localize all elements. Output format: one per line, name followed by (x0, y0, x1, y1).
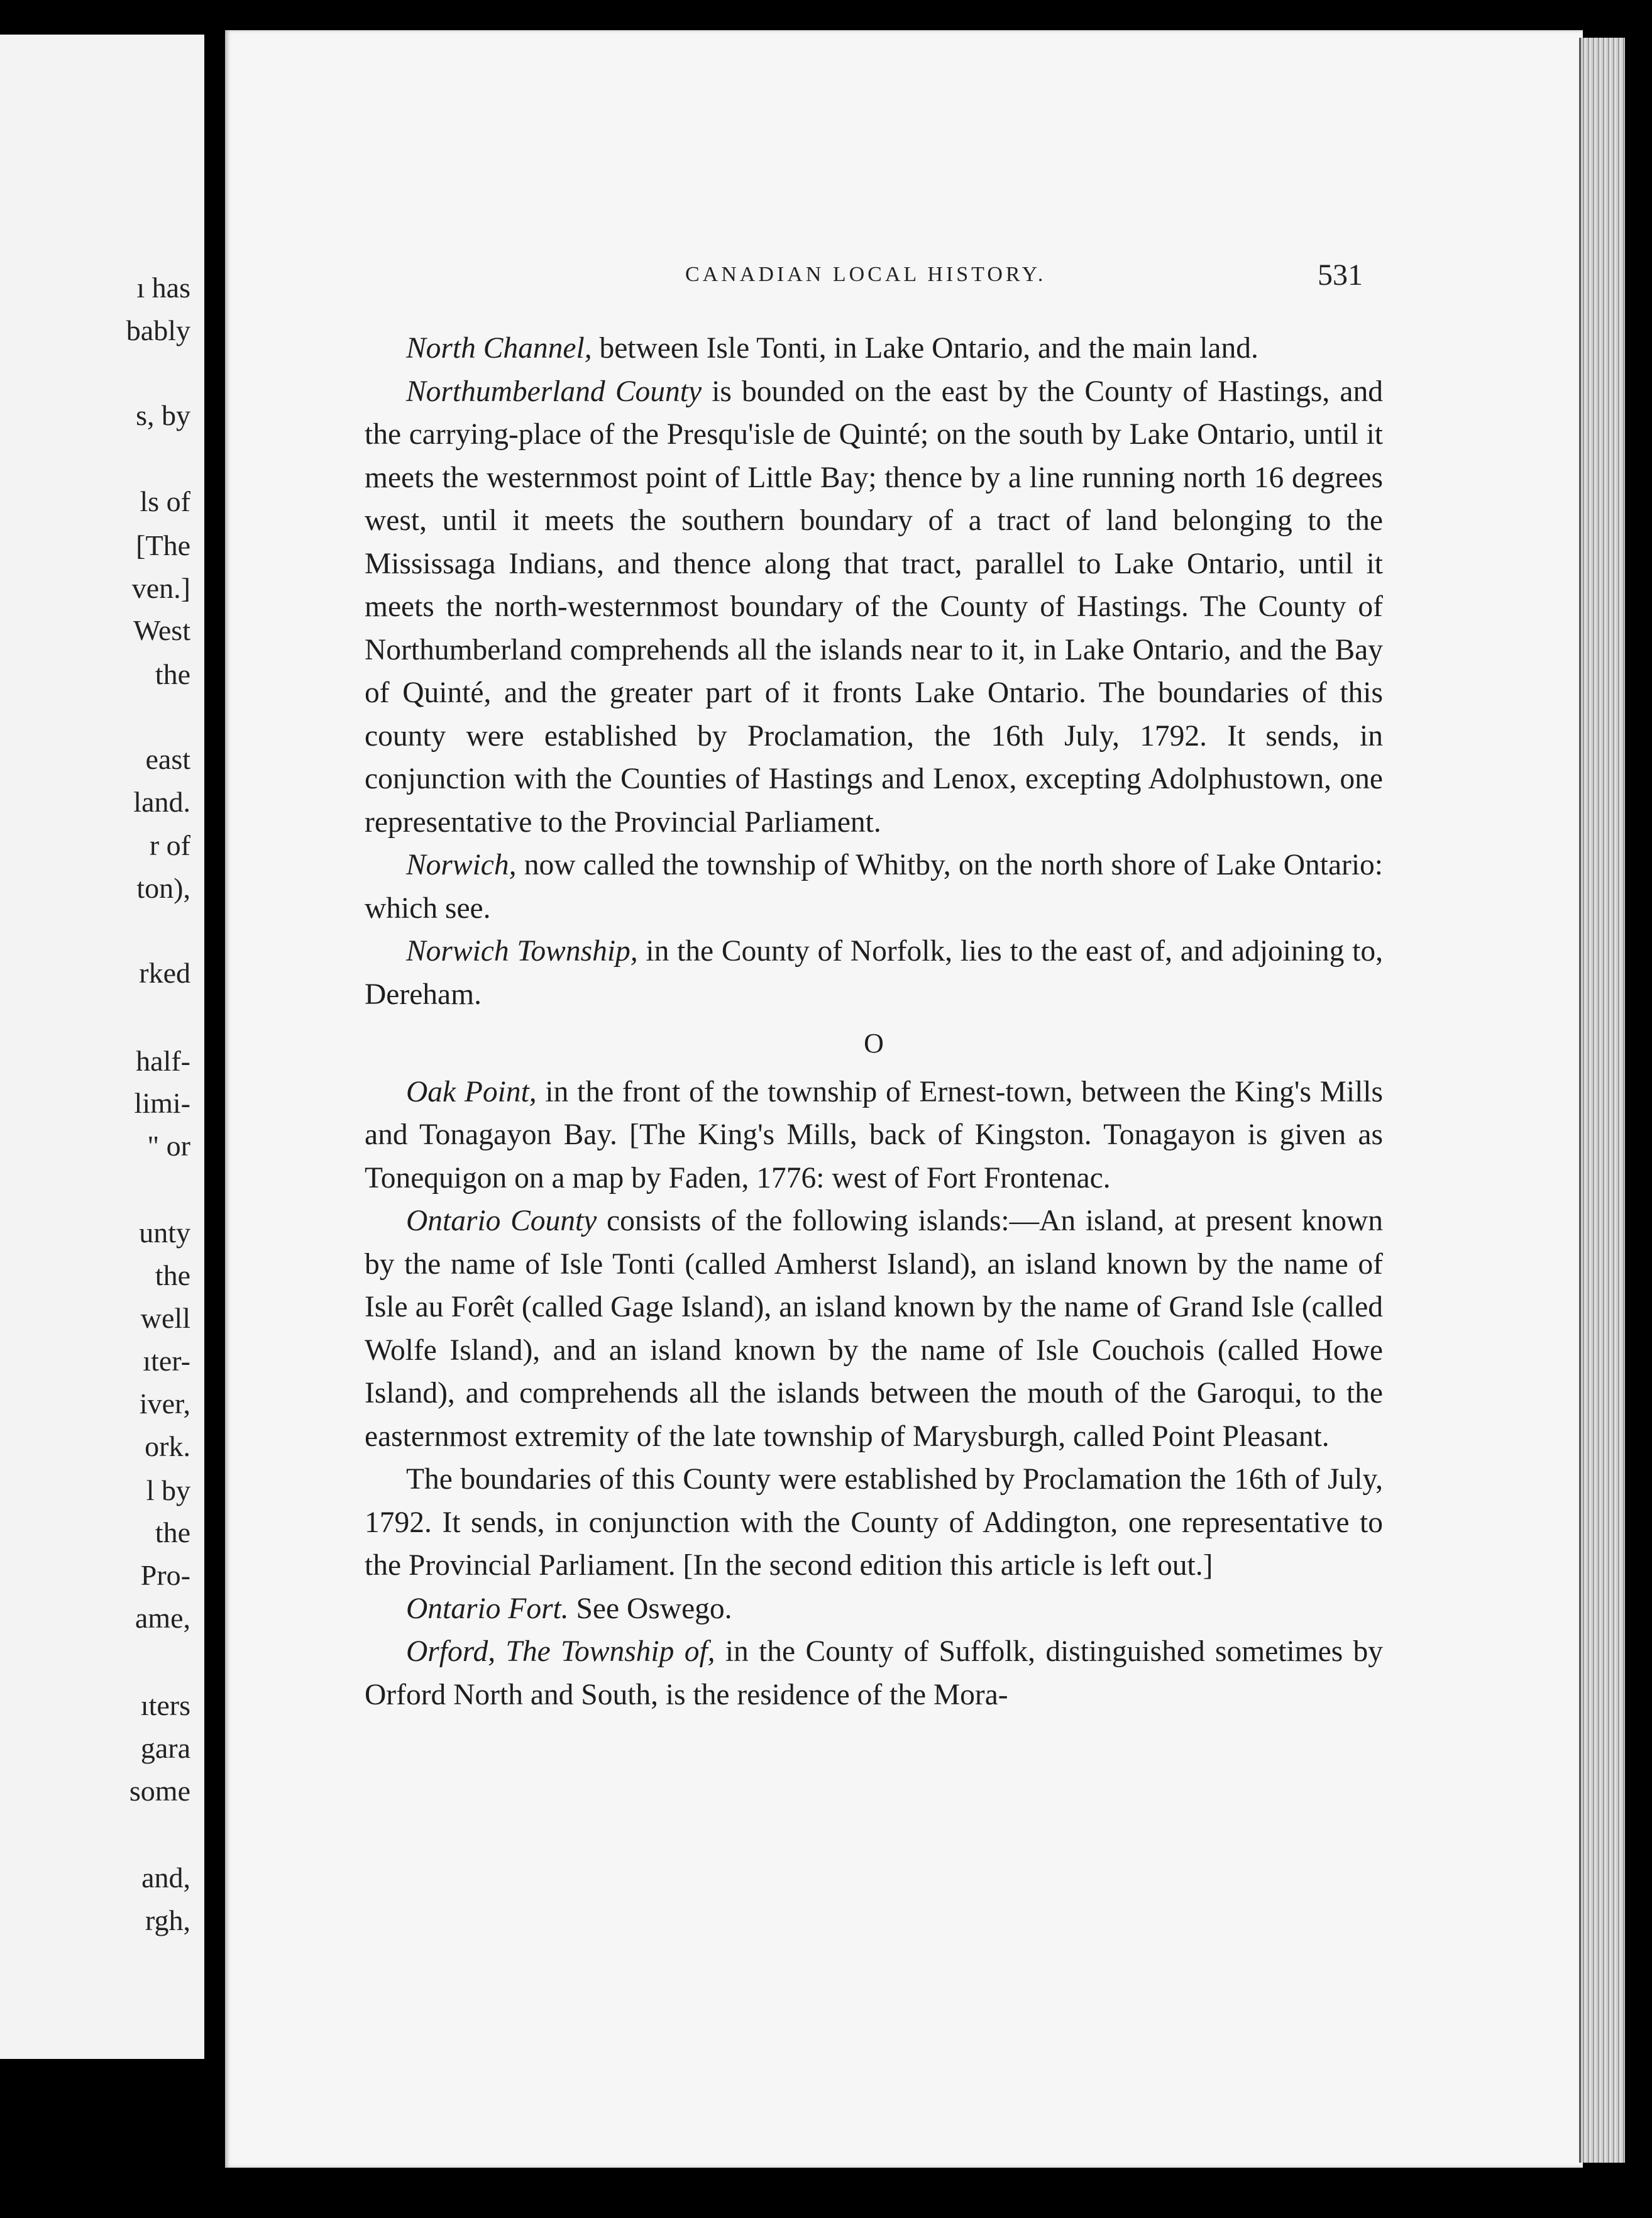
entry-text: between Isle Tonti, in Lake Ontario, and the main land. (592, 332, 1258, 365)
left-page-fragment: some (129, 1775, 190, 1807)
page-number: 531 (1318, 258, 1363, 292)
left-page-fragment: " or (147, 1130, 190, 1162)
entry-text: in the County of Norfolk, lies to the east of, and adjoining to, Dereham. (365, 935, 1383, 1011)
entry-text: consists of the following islands:—An island, at present known by the name of Isle Tonti (called Amherst Island), an island known by the name of Isle au Forêt (called Gage Island), an island known by the name of Grand Isle (called Wolfe Island), and an island known by the name of Isle Couchois (called Howe Island), and comprehends all the islands between the mouth of the Garoqui, to the easternmost extremity of the late township of Marysburgh, called Point Pleasant. (365, 1205, 1383, 1453)
left-page-fragment: ven.] (131, 572, 190, 604)
left-page-fragment: half- (136, 1045, 190, 1077)
left-page-fragment: ı has (136, 272, 190, 304)
entry-text: is bounded on the east by the County of Hastings, and the carrying-place of the Presqu'isle de Quinté; on the south by Lake Ontario, until it meets the westernmost point of Little Bay; thence by a line running north 16 degrees west, until it meets the southern boundary of a tract of land belonging to the Mississaga Indians, and thence along that tract, parallel to Lake Ontario, until it meets the north-westernmost boundary of the County of Hastings. The County of Northumberland comprehends all the islands near to it, in Lake Ontario, and the Bay of Quinté, and the greater part of it fronts Lake Ontario. The boundaries of this county were established by Proclamation, the 16th July, 1792. It sends, in conjunction with the Counties of Hastings and Lenox, excepting Adolphustown, one representative to the Provincial Parliament. (365, 375, 1383, 839)
body-text (365, 327, 1383, 1716)
left-page-fragment: gara (140, 1732, 190, 1764)
left-page-fragment: east (145, 743, 190, 775)
entry-norwich (365, 844, 1383, 930)
section-letter: O (864, 1028, 884, 1059)
page-edge (1579, 38, 1625, 2163)
entry-norwich-township (365, 930, 1383, 1016)
left-page-fragment: and, (141, 1862, 190, 1894)
left-page-fragment: the (155, 1516, 190, 1548)
entry-ontario-county-boundaries: The boundaries of this County were established by Proclamation the 16th of July, 1792. It sends, in conjunction with the County of Addington, one representative to the Provincial Parliament. [In the second edition this article is left out.] (365, 1463, 1383, 1582)
entry-text: now called the township of Whitby, on the north shore of Lake Ontario: which see. (365, 849, 1383, 925)
left-page-fragment: the (155, 1259, 190, 1291)
left-page-fragment: r of (149, 829, 190, 861)
facing-page-left (0, 35, 204, 2059)
left-page-fragment: ton), (136, 872, 190, 904)
entry-ontario-fort (365, 1587, 1383, 1631)
left-page-fragment: ıters (140, 1689, 190, 1721)
left-page-fragment: well (140, 1302, 190, 1334)
left-page-fragment: s, by (136, 399, 190, 431)
left-page-fragment: the (155, 658, 190, 690)
running-head: CANADIAN LOCAL HISTORY. (685, 263, 1047, 286)
left-page-fragment: West (133, 614, 190, 646)
entry-term: Oak Point, (406, 1075, 537, 1108)
entry-text: in the front of the township of Ernest-town, between the King's Mills and Tonagayon Bay. [The King's Mills, back of Kingston. Tonagayon is given as Tonequigon on a map by Faden, 1776: west of Fort Frontenac. (365, 1075, 1383, 1195)
entry-term: Ontario Fort. (406, 1592, 569, 1625)
entry-ontario-county (365, 1200, 1383, 1458)
left-page-fragment: ork. (145, 1430, 190, 1462)
left-page-fragment: land. (133, 786, 190, 818)
left-page-fragment: rgh, (145, 1904, 190, 1936)
entry-term: North Channel, (406, 332, 592, 365)
left-page-fragment: [The (136, 529, 190, 561)
entry-term: Northumberland County (406, 375, 702, 408)
entry-northumberland-county (365, 370, 1383, 844)
left-page-fragment: limi- (134, 1087, 190, 1119)
left-page-fragment: Pro- (140, 1559, 190, 1591)
entry-orford (365, 1630, 1383, 1716)
left-page-fragment: ls of (140, 485, 190, 517)
entry-term: Norwich Township, (406, 935, 638, 968)
left-page-fragment: iver, (139, 1388, 190, 1420)
entry-term: Orford, The Township of, (406, 1635, 715, 1668)
left-page-fragment: l by (146, 1474, 190, 1506)
entry-north-channel (365, 327, 1383, 370)
left-page-fragment: ame, (135, 1602, 190, 1634)
entry-term: Norwich, (406, 849, 517, 881)
entry-text: in the County of Suffolk, distinguished sometimes by Orford North and South, is the residence of the Mora- (365, 1635, 1383, 1711)
left-page-fragment: unty (139, 1217, 190, 1249)
entry-oak-point (365, 1071, 1383, 1200)
left-page-fragment: bably (126, 314, 190, 346)
entry-text: See Oswego. (568, 1592, 732, 1625)
left-page-fragment: ıter- (143, 1345, 190, 1377)
left-page-fragment: rked (139, 957, 190, 989)
entry-term: Ontario County (406, 1205, 597, 1237)
